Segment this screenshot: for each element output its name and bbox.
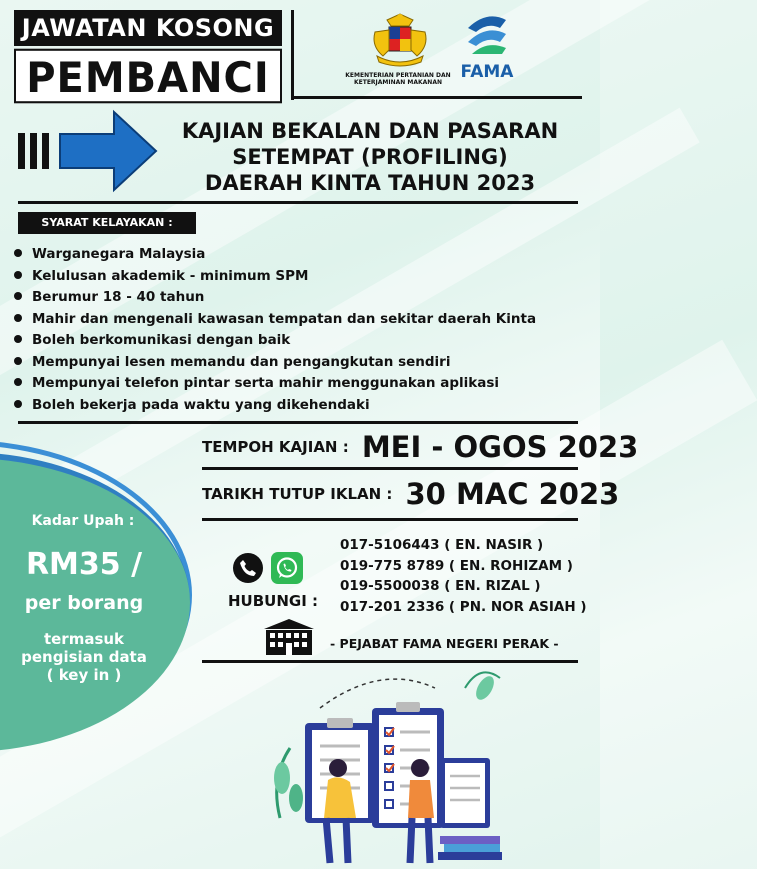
divider bbox=[202, 518, 578, 521]
requirements-label: SYARAT KELAYAKAN : bbox=[18, 212, 196, 234]
requirement-item: Mempunyai telefon pintar serta mahir menggunakan aplikasi bbox=[14, 373, 584, 395]
contact-list bbox=[340, 535, 587, 617]
header-title bbox=[14, 10, 282, 102]
decor-bars bbox=[18, 133, 54, 173]
contact-number: 019-775 8789 ( EN. ROHIZAM ) bbox=[340, 557, 573, 574]
fama-logo-icon bbox=[462, 10, 512, 60]
wage-note-line: ( key in ) bbox=[46, 666, 122, 684]
wage-value: RM35 / bbox=[25, 547, 143, 582]
divider bbox=[202, 467, 578, 470]
divider bbox=[202, 660, 578, 663]
contact-label: HUBUNGI : bbox=[228, 592, 319, 610]
requirement-item: Mahir dan mengenali kawasan tempatan dan sekitar daerah Kinta bbox=[14, 309, 584, 331]
contact-number: 019-5500038 ( EN. RIZAL ) bbox=[340, 578, 541, 594]
requirement-item: Boleh berkomunikasi dengan baik bbox=[14, 330, 584, 352]
fama-label: FAMA bbox=[460, 62, 514, 82]
survey-title-line: KAJIAN BEKALAN DAN PASARAN bbox=[181, 119, 559, 143]
survey-title-line: DAERAH KINTA TAHUN 2023 bbox=[204, 171, 536, 195]
crest-icon bbox=[365, 12, 435, 68]
closing-date bbox=[202, 477, 619, 511]
divider bbox=[18, 201, 578, 204]
wage-note-line: pengisian data bbox=[21, 648, 147, 666]
divider bbox=[291, 10, 294, 100]
divider bbox=[292, 96, 582, 99]
whatsapp-icon bbox=[271, 552, 303, 584]
study-period-value: MEI - OGOS 2023 bbox=[361, 430, 639, 464]
wage-note bbox=[4, 630, 164, 684]
phone-icon bbox=[232, 552, 264, 584]
requirements-list bbox=[14, 244, 584, 416]
wage-note-line: termasuk bbox=[43, 630, 125, 648]
requirement-item: Boleh bekerja pada waktu yang dikehendaki bbox=[14, 395, 584, 417]
requirement-item: Warganegara Malaysia bbox=[14, 244, 584, 266]
office-building-icon bbox=[262, 617, 316, 657]
title-top: JAWATAN KOSONG bbox=[14, 10, 282, 46]
survey-title-line: SETEMPAT (PROFILING) bbox=[232, 145, 508, 169]
divider bbox=[18, 421, 578, 424]
wage-unit: per borang bbox=[24, 592, 144, 614]
survey-illustration bbox=[260, 668, 600, 869]
ministry-name: KEMENTERIAN PERTANIAN DAN KETERJAMINAN MAKANAN bbox=[345, 72, 451, 86]
office-name: - PEJABAT FAMA NEGERI PERAK - bbox=[330, 636, 559, 651]
survey-title bbox=[170, 118, 570, 196]
requirement-item: Kelulusan akademik - minimum SPM bbox=[14, 266, 584, 288]
study-period-label: TEMPOH KAJIAN : bbox=[202, 438, 349, 456]
closing-date-label: TARIKH TUTUP IKLAN : bbox=[202, 485, 393, 503]
contact-number: 017-201 2336 ( PN. NOR ASIAH ) bbox=[340, 598, 587, 615]
study-period bbox=[202, 430, 638, 464]
requirement-item: Berumur 18 - 40 tahun bbox=[14, 287, 584, 309]
arrow-right-icon bbox=[58, 110, 158, 192]
contact-number: 017-5106443 ( EN. NASIR ) bbox=[340, 537, 544, 553]
requirement-item: Mempunyai lesen memandu dan pengangkutan sendiri bbox=[14, 352, 584, 374]
closing-date-value: 30 MAC 2023 bbox=[405, 477, 620, 511]
wage-label: Kadar Upah : bbox=[31, 513, 135, 529]
title-main: PEMBANCI bbox=[14, 49, 282, 104]
